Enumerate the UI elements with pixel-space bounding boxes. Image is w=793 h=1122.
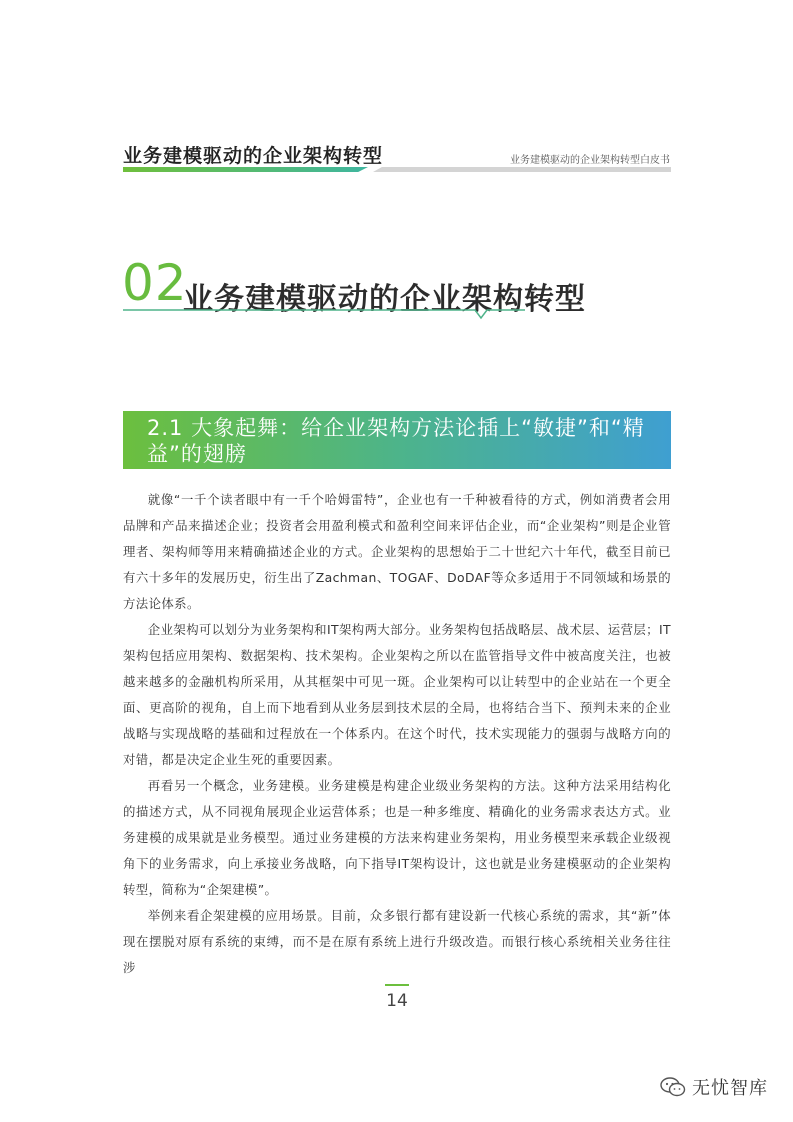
paragraph: 企业架构可以划分为业务架构和IT架构两大部分。业务架构包括战略层、战术层、运营层；IT架构包括应用架构、数据架构、技术架构。企业架构之所以在监管指导文件中被高度关注，也被越来越多的金融机构所采用，从其框架中可见一斑。企业架构可以让转型中的企业站在一个更全面、更高阶的视角，自上而下地看到从业务层到技术层的全局，也将结合当下、预判未来的企业战略与实现战略的基础和过程放在一个体系内。在这个时代，技术实现能力的强弱与战略方向的对错，都是决定企业生死的重要因素。 <box>123 622 671 767</box>
body-text <box>123 487 671 981</box>
chapter-underline <box>123 306 525 326</box>
running-header-title: 业务建模驱动的企业架构转型 <box>123 145 384 167</box>
header-bar-gray <box>373 167 671 172</box>
section-title: 2.1 大象起舞：给企业架构方法论插上“敏捷”和“精益”的翅膀 <box>147 416 645 466</box>
chapter-title: 业务建模驱动的企业架构转型 <box>183 282 586 317</box>
running-header-subtitle: 业务建模驱动的企业架构转型白皮书 <box>510 155 670 166</box>
paragraph: 举例来看企架建模的应用场景。目前，众多银行都有建设新一代核心系统的需求，其“新”体现在摆脱对原有系统的束缚，而不是在原有系统上进行升级改造。而银行核心系统相关业务往往涉 <box>123 908 671 975</box>
watermark <box>660 1073 768 1101</box>
header-divider-bar <box>123 167 671 172</box>
page-number: 14 <box>386 991 408 1011</box>
paragraph: 再看另一个概念，业务建模。业务建模是构建企业级业务架构的方法。这种方法采用结构化的描述方式，从不同视角展现企业运营体系；也是一种多维度、精确化的业务需求表达方式。业务建模的成果就是业务模型。通过业务建模的方法来构建业务架构，用业务模型来承载企业级视角下的业务需求，向上承接业务战略，向下指导IT架构设计，这也就是业务建模驱动的企业架构转型，简称为“企架建模”。 <box>123 778 671 897</box>
wechat-icon <box>660 1077 686 1097</box>
paragraph: 就像“一千个读者眼中有一千个哈姆雷特”，企业也有一千种被看待的方式，例如消费者会用品牌和产品来描述企业；投资者会用盈利模式和盈利空间来评估企业，而“企业架构”则是企业管理者、架构师等用来精确描述企业的方式。企业架构的思想始于二十世纪六十年代，截至目前已有六十多年的发展历史，衍生出了Zachman、TOGAF、DoDAF等众多适用于不同领域和场景的方法论体系。 <box>123 492 671 611</box>
watermark-text: 无忧智库 <box>692 1078 768 1099</box>
header-bar-green <box>123 167 368 172</box>
page-number-rule <box>385 984 409 986</box>
chapter-number: 02 <box>122 254 188 312</box>
section-heading-box <box>123 411 671 469</box>
